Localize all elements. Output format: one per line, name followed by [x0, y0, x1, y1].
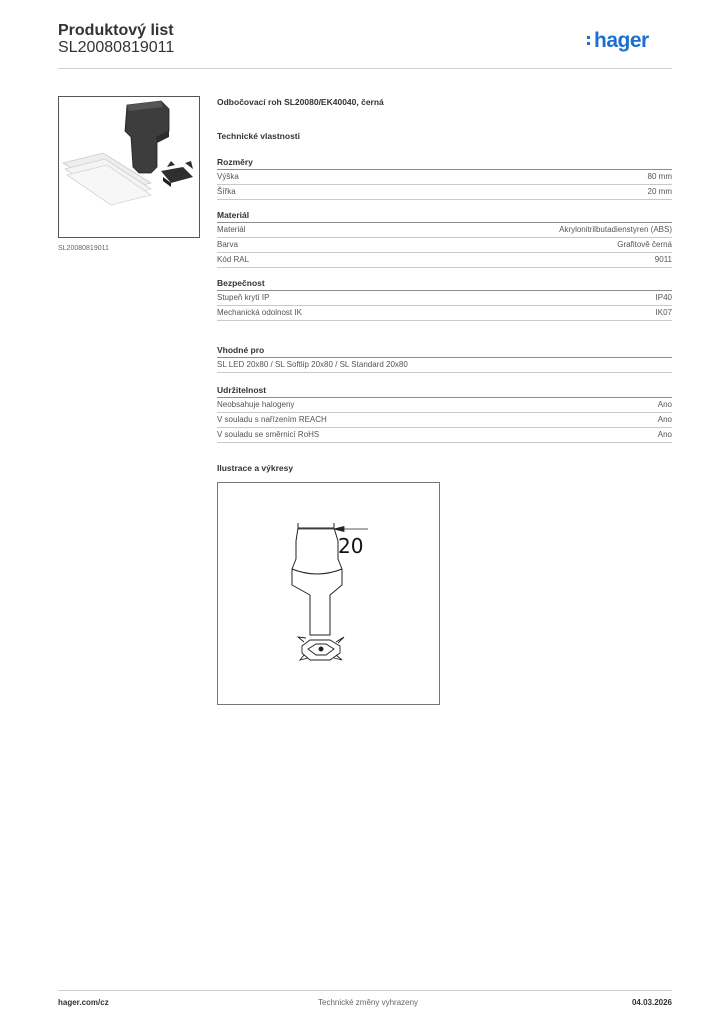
section-heading: Materiál: [217, 208, 672, 223]
row-value: Ano: [657, 415, 672, 424]
footer-website-link[interactable]: hager.com/cz: [58, 998, 109, 1007]
table-row: [217, 223, 672, 238]
section-suitable-for: [217, 343, 672, 373]
table-row: [217, 170, 672, 185]
row-label: SL LED 20x80 / SL Softlip 20x80 / SL Standard 20x80: [217, 360, 408, 369]
dimension-line-icon: [298, 527, 368, 532]
table-row: [217, 185, 672, 200]
footer-divider: [58, 990, 672, 991]
footer-notice: Technické změny vyhrazeny: [318, 998, 419, 1007]
product-photo-image: [59, 97, 199, 237]
row-label: Kód RAL: [217, 255, 250, 264]
section-sustainability: [217, 383, 672, 443]
section-heading: Bezpečnost: [217, 276, 672, 291]
row-label: Výška: [217, 172, 239, 181]
row-value: 80 mm: [647, 172, 672, 181]
row-value: IK07: [655, 308, 672, 317]
table-row: [217, 428, 672, 443]
section-material: [217, 208, 672, 268]
table-row: [217, 238, 672, 253]
technical-drawing: [217, 482, 440, 705]
illustrations-heading: Ilustrace a výkresy: [217, 463, 294, 473]
dimension-label: 20: [338, 534, 364, 558]
table-row: [217, 413, 672, 428]
row-value: IP40: [655, 293, 672, 302]
section-heading: Rozměry: [217, 155, 672, 170]
table-row: [217, 291, 672, 306]
page-title: Produktový list: [58, 22, 174, 39]
corner-outline-icon: [292, 523, 342, 635]
row-label: Mechanická odolnost IK: [217, 308, 302, 317]
row-value: Akrylonitrilbutadienstyren (ABS): [559, 225, 672, 234]
table-row: [217, 358, 672, 373]
row-label: V souladu s nařízením REACH: [217, 415, 327, 424]
row-value: Ano: [657, 400, 672, 409]
row-value: Ano: [657, 430, 672, 439]
header-divider: [58, 68, 672, 69]
technical-drawing-image: [218, 483, 439, 704]
table-row: [217, 253, 672, 268]
table-row: [217, 306, 672, 321]
product-code: SL20080819011: [58, 39, 175, 56]
clip-outline-icon: [298, 637, 344, 660]
row-label: Barva: [217, 240, 238, 249]
logo-text: hager: [594, 29, 649, 52]
table-row: [217, 398, 672, 413]
footer-date: 04.03.2026: [631, 998, 672, 1007]
row-value: Grafitově černá: [617, 240, 672, 249]
technical-properties-heading: Technické vlastnosti: [217, 131, 300, 141]
logo-dots-icon: [587, 36, 591, 48]
row-value: 9011: [654, 255, 672, 264]
section-heading: Vhodné pro: [217, 343, 672, 358]
section-heading: Udržitelnost: [217, 383, 672, 398]
row-label: Materiál: [217, 225, 246, 234]
row-label: Šířka: [217, 187, 236, 196]
row-value: 20 mm: [647, 187, 672, 196]
section-safety: [217, 276, 672, 321]
row-label: Stupeň krytí IP: [217, 293, 270, 302]
row-label: V souladu se směrnicí RoHS: [217, 430, 320, 439]
hager-logo[interactable]: [594, 29, 649, 53]
clip-piece-icon: [161, 161, 193, 187]
section-dimensions: [217, 155, 672, 200]
product-name: Odbočovací roh SL20080/EK40040, černá: [217, 97, 384, 107]
corner-piece-icon: [125, 101, 169, 173]
product-photo: [58, 96, 200, 238]
row-label: Neobsahuje halogeny: [217, 400, 295, 409]
photo-caption: SL20080819011: [58, 245, 109, 252]
